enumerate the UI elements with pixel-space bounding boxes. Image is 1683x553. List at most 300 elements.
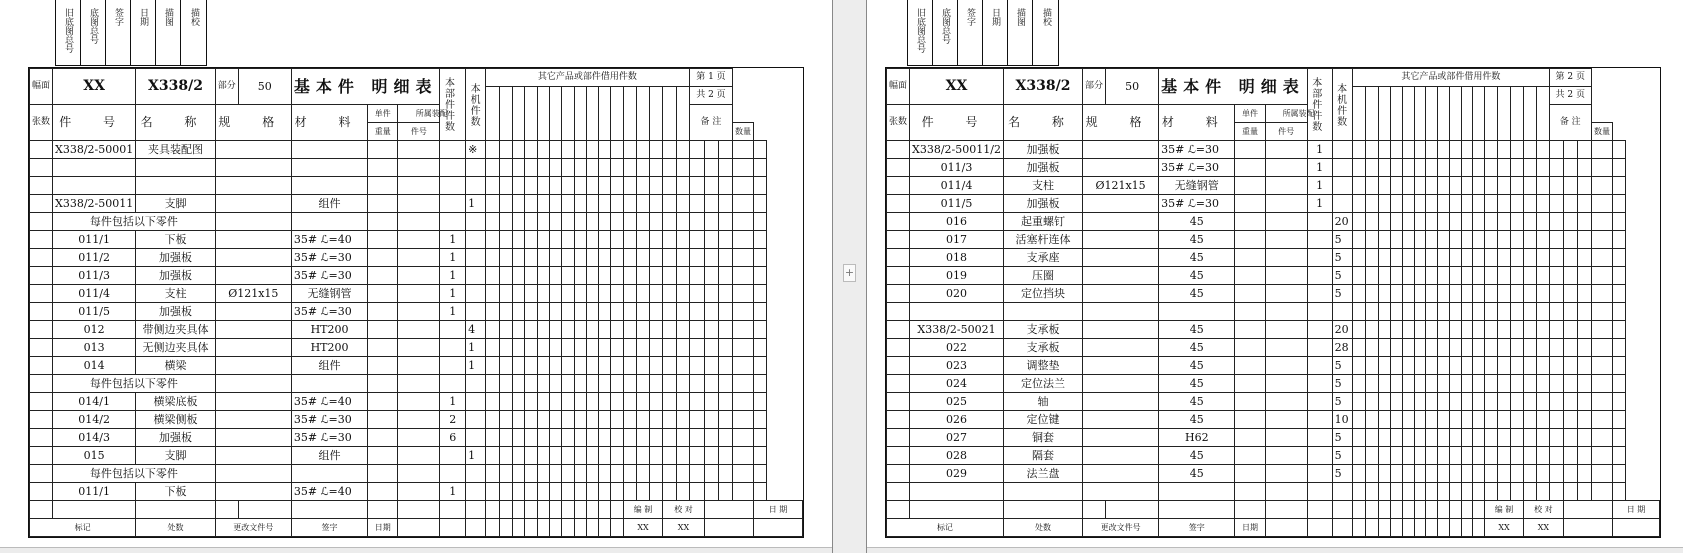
table-cell: [676, 465, 689, 483]
table-row: [887, 321, 1660, 339]
table-cell: [704, 375, 718, 393]
part-spec: [1083, 195, 1159, 213]
part-name: 横梁侧板: [136, 411, 215, 429]
table-cell: [1265, 249, 1307, 267]
table-cell: [1379, 447, 1391, 465]
table-cell: [513, 231, 525, 249]
table-cell: [1426, 285, 1438, 303]
table-cell: [1366, 195, 1379, 213]
table-cell: [1438, 483, 1450, 501]
table-cell: [1391, 87, 1403, 141]
table-cell: [1426, 411, 1438, 429]
table-cell: [574, 141, 586, 159]
table-cell: [623, 141, 636, 159]
part-spec: [1083, 447, 1159, 465]
table-cell: [525, 177, 537, 195]
part-number: 011/3: [53, 267, 136, 285]
table-cell: [1612, 231, 1625, 249]
table-cell: [1523, 465, 1536, 483]
table-cell: [1485, 285, 1498, 303]
table-cell: [1536, 303, 1549, 321]
table-cell: [1235, 357, 1265, 375]
part-spec: Ø121x15: [215, 285, 291, 303]
table-cell: [586, 447, 598, 465]
table-cell: [586, 285, 598, 303]
table-cell: [1426, 357, 1438, 375]
table-cell: [1449, 339, 1461, 357]
table-cell: [525, 429, 537, 447]
sheet-count-label: 张数: [887, 105, 910, 141]
table-cell: [1402, 87, 1414, 141]
table-cell: [525, 411, 537, 429]
table-cell: [663, 267, 676, 285]
table-cell: [1461, 267, 1473, 285]
table-cell: [704, 447, 718, 465]
table-cell: [550, 321, 562, 339]
assembly-qty: 1: [440, 231, 466, 249]
table-cell: [1235, 249, 1265, 267]
part-spec: [215, 393, 291, 411]
bom-count: [466, 429, 486, 447]
table-cell: [1426, 303, 1438, 321]
table-cell: [1498, 87, 1511, 141]
bom-count: [466, 159, 486, 177]
table-row: [887, 429, 1660, 447]
table-cell: [676, 177, 689, 195]
table-cell: [1523, 447, 1536, 465]
table-cell: [1449, 483, 1461, 501]
table-cell: [368, 249, 398, 267]
table-cell: [1414, 141, 1426, 159]
table-cell: [1438, 447, 1450, 465]
part-material: 35# ℒ=30: [291, 429, 367, 447]
table-cell: [1366, 159, 1379, 177]
checked-by-value: XX: [663, 519, 704, 537]
table-cell: [1473, 465, 1485, 483]
table-cell: [887, 195, 910, 213]
table-cell: [623, 285, 636, 303]
table-cell: [636, 483, 649, 501]
group-note: 每件包括以下零件: [53, 465, 216, 483]
table-cell: [1591, 267, 1612, 285]
table-cell: [1591, 285, 1612, 303]
table-cell: [718, 393, 732, 411]
signature-column: [958, 0, 983, 65]
table-cell: [623, 429, 636, 447]
table-cell: [1461, 141, 1473, 159]
table-cell: [1426, 249, 1438, 267]
table-cell: [1353, 465, 1366, 483]
table-cell: [562, 177, 574, 195]
table-cell: [663, 141, 676, 159]
drawing-code: XX: [910, 69, 1004, 105]
table-cell: [636, 177, 649, 195]
table-cell: [586, 483, 598, 501]
part-number: 016: [910, 213, 1004, 231]
table-cell: [1379, 501, 1391, 519]
table-row: [30, 231, 803, 249]
table-cell: [513, 87, 525, 141]
table-cell: [689, 393, 704, 411]
table-cell: [663, 411, 676, 429]
table-cell: [499, 393, 513, 411]
table-cell: [485, 249, 499, 267]
bom-count: 28: [1332, 339, 1353, 357]
table-cell: [718, 483, 732, 501]
table-cell: [1498, 393, 1511, 411]
signature-column: [933, 0, 958, 65]
table-cell: [1402, 195, 1414, 213]
table-cell: [485, 483, 499, 501]
part-spec: [215, 141, 291, 159]
part-number: 012: [53, 321, 136, 339]
table-cell: [485, 177, 499, 195]
table-cell: [485, 285, 499, 303]
table-cell: [550, 213, 562, 231]
table-cell: [1402, 177, 1414, 195]
part-spec: [215, 447, 291, 465]
table-cell: [1366, 339, 1379, 357]
table-cell: [1426, 267, 1438, 285]
table-cell: [1591, 177, 1612, 195]
table-cell: [1523, 411, 1536, 429]
prepared-by-label: 编 制: [623, 501, 663, 519]
table-cell: [525, 519, 537, 537]
table-cell: [1438, 195, 1450, 213]
table-cell: [1366, 303, 1379, 321]
table-cell: [525, 465, 537, 483]
table-cell: [398, 267, 440, 285]
table-cell: [562, 411, 574, 429]
table-cell: [513, 447, 525, 465]
table-cell: [1391, 285, 1403, 303]
table-cell: [636, 267, 649, 285]
table-cell: [499, 375, 513, 393]
table-cell: [718, 213, 732, 231]
table-cell: [1564, 357, 1578, 375]
table-cell: [513, 213, 525, 231]
table-cell: [550, 465, 562, 483]
table-cell: [1353, 429, 1366, 447]
table-cell: [636, 429, 649, 447]
table-cell: [718, 411, 732, 429]
page-number: 第 1 页: [689, 69, 732, 87]
bom-count: 5: [1332, 393, 1353, 411]
assembly-qty: 1: [1307, 141, 1332, 159]
signature-label: 底图总号: [940, 8, 950, 44]
table-cell: [215, 375, 291, 393]
table-cell: [1159, 501, 1235, 519]
table-cell: [1549, 483, 1563, 501]
table-cell: [550, 483, 562, 501]
table-cell: [887, 321, 910, 339]
page-2: [866, 0, 1683, 553]
table-cell: [1391, 429, 1403, 447]
table-cell: [676, 87, 689, 141]
table-cell: [663, 339, 676, 357]
part-number: 027: [910, 429, 1004, 447]
signature-label: 签字: [965, 8, 975, 26]
table-cell: [754, 357, 767, 375]
table-cell: [574, 357, 586, 375]
table-cell: [1577, 429, 1591, 447]
table-cell: [1366, 429, 1379, 447]
table-cell: [1591, 141, 1612, 159]
table-cell: [1523, 429, 1536, 447]
table-cell: [513, 177, 525, 195]
table-cell: [1402, 303, 1414, 321]
part-material: 35# ℒ=30: [291, 267, 367, 285]
borrowed-parts-header: 其它产品或部件借用件数: [1353, 69, 1549, 87]
table-cell: [1612, 339, 1625, 357]
part-number: X338/2-50011: [53, 195, 136, 213]
table-cell: [537, 249, 549, 267]
table-cell: [1577, 231, 1591, 249]
part-spec: [1083, 393, 1159, 411]
table-cell: [611, 195, 623, 213]
section-label: 部分: [1083, 69, 1106, 105]
parts-list-sheet: [885, 67, 1661, 538]
table-cell: [1426, 87, 1438, 141]
table-cell: [485, 159, 499, 177]
table-cell: [754, 339, 767, 357]
table-row: [30, 267, 803, 285]
table-cell: [1536, 429, 1549, 447]
part-name: 支承板: [1003, 321, 1082, 339]
revision-mark-label: 标记: [30, 519, 136, 537]
bom-count: 5: [1332, 249, 1353, 267]
table-cell: [1577, 285, 1591, 303]
table-cell: [1414, 321, 1426, 339]
table-cell: [663, 303, 676, 321]
machine-count-label: 本机件数: [1334, 82, 1346, 127]
table-cell: [1564, 321, 1578, 339]
table-cell: [1473, 429, 1485, 447]
expand-icon[interactable]: +: [843, 264, 856, 282]
table-cell: [291, 213, 367, 231]
table-cell: [537, 87, 549, 141]
table-cell: [1523, 87, 1536, 141]
table-cell: [30, 231, 53, 249]
table-cell: [1473, 501, 1485, 519]
part-material: 45: [1159, 285, 1235, 303]
table-cell: [368, 393, 398, 411]
table-cell: [1235, 447, 1265, 465]
table-cell: [611, 177, 623, 195]
part-number: [53, 159, 136, 177]
table-cell: [689, 357, 704, 375]
part-spec: [1083, 231, 1159, 249]
table-cell: [650, 411, 663, 429]
part-spec: [1083, 213, 1159, 231]
table-cell: [676, 411, 689, 429]
page-divider: [833, 0, 866, 553]
part-material: 45: [1159, 249, 1235, 267]
table-cell: [537, 501, 549, 519]
table-cell: [887, 339, 910, 357]
table-cell: [754, 285, 767, 303]
table-cell: [718, 375, 732, 393]
table-row: [887, 231, 1660, 249]
table-cell: [676, 195, 689, 213]
table-cell: [562, 447, 574, 465]
table-cell: [623, 177, 636, 195]
part-material: 35# ℒ=30: [1159, 195, 1235, 213]
assembly-qty: [1307, 411, 1332, 429]
table-cell: [1438, 285, 1450, 303]
table-cell: [650, 267, 663, 285]
table-cell: [499, 501, 513, 519]
table-cell: [1591, 483, 1612, 501]
table-cell: [1564, 231, 1578, 249]
table-cell: [30, 447, 53, 465]
table-cell: [1510, 375, 1523, 393]
table-cell: [1461, 249, 1473, 267]
table-cell: [718, 231, 732, 249]
table-cell: [574, 447, 586, 465]
table-cell: [1510, 231, 1523, 249]
table-cell: [291, 501, 367, 519]
table-cell: [30, 357, 53, 375]
part-material: HT200: [291, 321, 367, 339]
table-cell: [1510, 141, 1523, 159]
revision-mark-label: 标记: [887, 519, 1004, 537]
table-cell: [1591, 231, 1612, 249]
table-cell: [1577, 375, 1591, 393]
table-cell: [1438, 339, 1450, 357]
table-cell: [611, 465, 623, 483]
table-cell: [1473, 231, 1485, 249]
table-row: [887, 267, 1660, 285]
table-cell: [1564, 411, 1578, 429]
table-cell: [636, 375, 649, 393]
table-cell: [537, 357, 549, 375]
table-cell: [599, 375, 611, 393]
part-spec: [1083, 429, 1159, 447]
table-cell: [636, 465, 649, 483]
table-cell: [1461, 195, 1473, 213]
table-cell: [1591, 375, 1612, 393]
assembly-qty: [1307, 321, 1332, 339]
table-cell: [1564, 285, 1578, 303]
table-cell: [636, 321, 649, 339]
table-cell: [368, 465, 398, 483]
table-cell: [30, 429, 53, 447]
bom-count: [466, 249, 486, 267]
table-cell: [1510, 321, 1523, 339]
table-cell: [574, 213, 586, 231]
assembly-qty: [1307, 285, 1332, 303]
table-cell: [485, 519, 499, 537]
signature-label: 底图总号: [88, 8, 98, 44]
table-cell: [1235, 393, 1265, 411]
table-cell: [574, 339, 586, 357]
part-spec: [1083, 339, 1159, 357]
table-cell: [887, 411, 910, 429]
table-cell: [650, 429, 663, 447]
part-material: 45: [1159, 465, 1235, 483]
table-cell: [1549, 429, 1563, 447]
part-number: [910, 483, 1004, 501]
table-cell: [30, 321, 53, 339]
table-cell: [623, 231, 636, 249]
table-cell: [1449, 159, 1461, 177]
table-row: [887, 393, 1660, 411]
table-cell: [562, 465, 574, 483]
table-cell: [537, 483, 549, 501]
part-number: [910, 303, 1004, 321]
part-number: 011/4: [53, 285, 136, 303]
checked-by-value: XX: [1523, 519, 1563, 537]
table-cell: [398, 447, 440, 465]
table-cell: [562, 213, 574, 231]
table-cell: [499, 357, 513, 375]
table-cell: [398, 411, 440, 429]
table-cell: [485, 87, 499, 141]
part-material: 45: [1159, 411, 1235, 429]
part-spec: [215, 411, 291, 429]
signature-strip: [907, 0, 1059, 66]
signature-label: 旧底图总号: [63, 8, 73, 53]
part-name: 隔套: [1003, 447, 1082, 465]
table-cell: [1577, 465, 1591, 483]
table-cell: [53, 501, 136, 519]
table-cell: [623, 321, 636, 339]
table-cell: [1612, 393, 1625, 411]
table-cell: [574, 303, 586, 321]
part-material: [1159, 303, 1235, 321]
table-cell: [599, 393, 611, 411]
table-row: [30, 285, 803, 303]
table-cell: [1353, 501, 1366, 519]
table-cell: [1591, 429, 1612, 447]
part-name: 加强板: [136, 429, 215, 447]
part-name: 定位挡块: [1003, 285, 1082, 303]
table-cell: [30, 411, 53, 429]
table-row: [30, 483, 803, 501]
table-cell: [1485, 195, 1498, 213]
table-cell: [513, 483, 525, 501]
table-cell: [599, 141, 611, 159]
table-cell: [513, 411, 525, 429]
table-cell: [1438, 519, 1450, 537]
part-number: 028: [910, 447, 1004, 465]
bom-count: 1: [466, 339, 486, 357]
table-cell: [1591, 321, 1612, 339]
table-cell: [1265, 195, 1307, 213]
bom-count: [466, 303, 486, 321]
table-cell: [1414, 501, 1426, 519]
bom-count: 5: [1332, 429, 1353, 447]
part-material: 45: [1159, 231, 1235, 249]
table-cell: [1353, 159, 1366, 177]
table-cell: [689, 159, 704, 177]
table-cell: [1498, 159, 1511, 177]
table-cell: [525, 393, 537, 411]
table-cell: [485, 231, 499, 249]
table-cell: [1235, 465, 1265, 483]
table-cell: [1366, 483, 1379, 501]
part-number: 018: [910, 249, 1004, 267]
table-cell: [1379, 141, 1391, 159]
table-cell: [1461, 87, 1473, 141]
table-cell: [1473, 447, 1485, 465]
table-cell: [1265, 159, 1307, 177]
bom-count: [1332, 159, 1353, 177]
table-cell: [1461, 465, 1473, 483]
table-cell: [562, 321, 574, 339]
assembly-qty: [1307, 375, 1332, 393]
